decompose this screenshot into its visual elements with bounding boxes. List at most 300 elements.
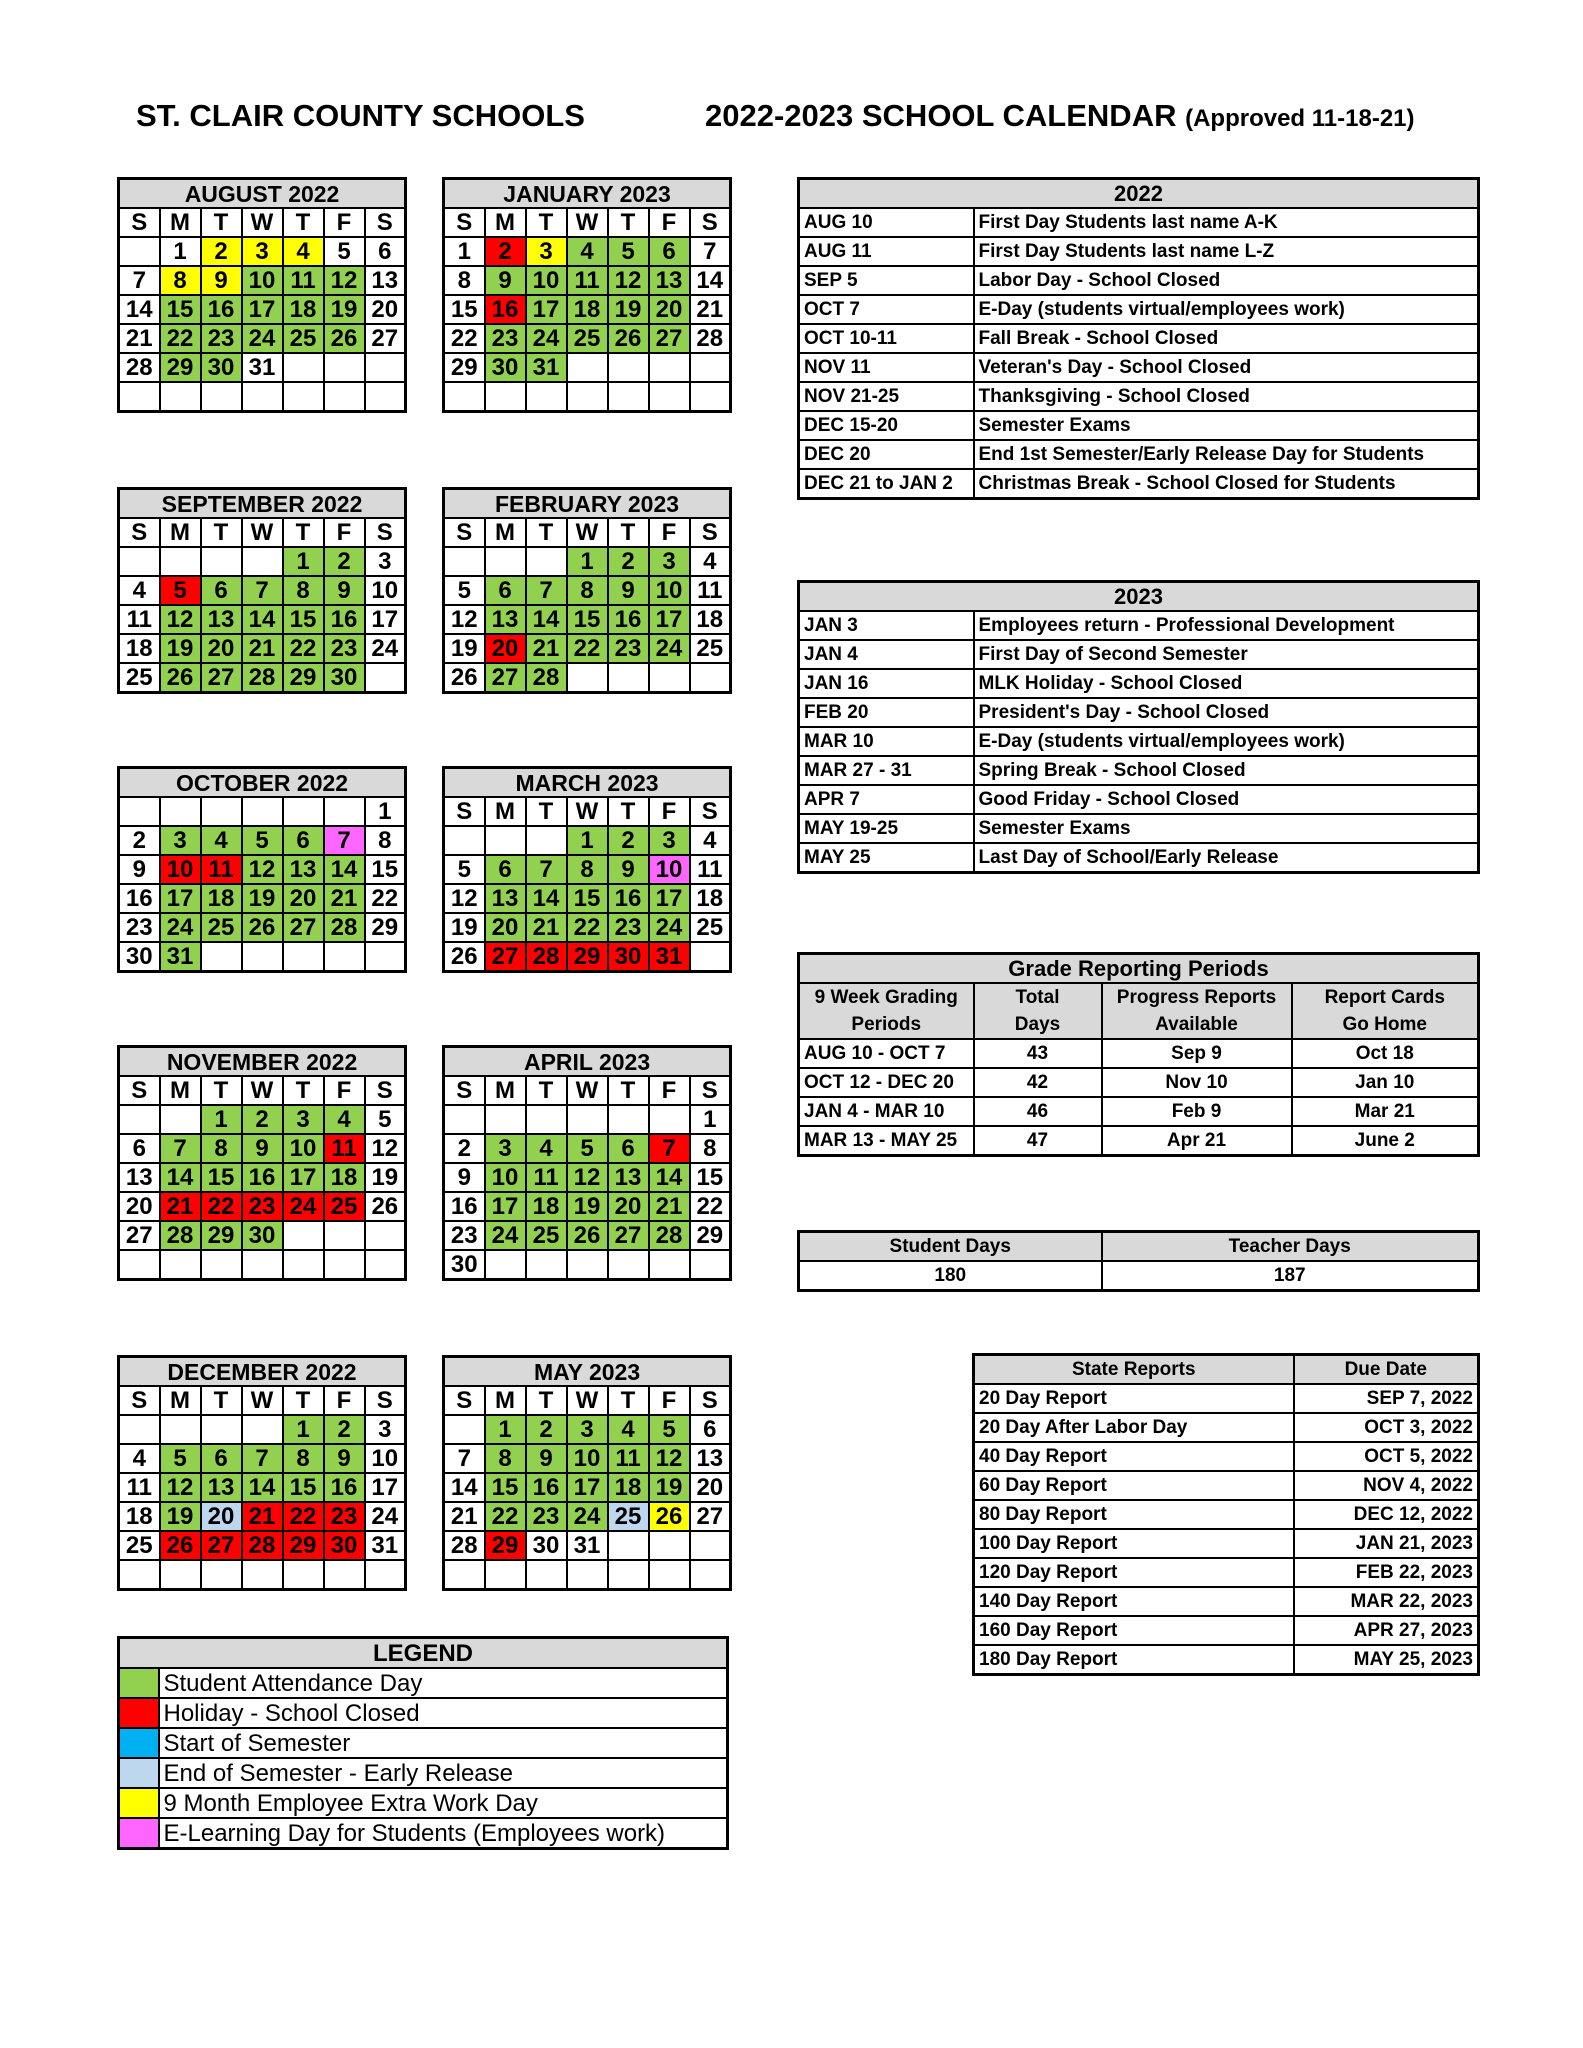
legend-swatch xyxy=(119,1668,159,1698)
calendar-day: 19 xyxy=(242,884,283,913)
calendar-day: 11 xyxy=(690,855,731,884)
calendar-day: 25 xyxy=(567,324,608,353)
calendar-empty-cell xyxy=(283,353,324,382)
calendar-day: 16 xyxy=(119,884,160,913)
calendar-day: 23 xyxy=(201,324,242,353)
weekday-header: S xyxy=(365,208,406,237)
calendar-empty-cell xyxy=(201,1560,242,1590)
calendar-empty-cell xyxy=(160,547,201,576)
calendar-day: 31 xyxy=(649,942,690,972)
calendar-empty-cell xyxy=(119,1415,160,1444)
event-date: OCT 10-11 xyxy=(799,324,974,353)
calendar-day: 21 xyxy=(649,1192,690,1221)
calendar-day: 20 xyxy=(485,634,526,663)
calendar-day: 28 xyxy=(649,1221,690,1250)
calendar-day: 1 xyxy=(444,237,485,266)
calendar-day: 5 xyxy=(608,237,649,266)
calendar-day: 30 xyxy=(485,353,526,382)
event-date: DEC 20 xyxy=(799,440,974,469)
event-date: DEC 21 to JAN 2 xyxy=(799,469,974,499)
month-title: MARCH 2023 xyxy=(444,768,731,798)
calendar-day: 15 xyxy=(567,884,608,913)
student-days-label: Student Days xyxy=(799,1232,1102,1262)
calendar-day: 13 xyxy=(119,1163,160,1192)
calendar-empty-cell xyxy=(649,1250,690,1280)
calendar-day: 20 xyxy=(608,1192,649,1221)
calendar-empty-cell xyxy=(365,1560,406,1590)
report-card-date: Mar 21 xyxy=(1292,1097,1479,1126)
calendar-day: 26 xyxy=(160,1531,201,1560)
calendar-empty-cell xyxy=(324,1560,365,1590)
calendar-day: 29 xyxy=(283,1531,324,1560)
calendar-day: 6 xyxy=(201,576,242,605)
events-2022-title: 2022 xyxy=(799,179,1479,209)
calendar-day: 15 xyxy=(283,1473,324,1502)
calendar-day: 27 xyxy=(485,942,526,972)
event-description: E-Day (students virtual/employees work) xyxy=(974,295,1479,324)
event-date: FEB 20 xyxy=(799,698,974,727)
calendar-day: 15 xyxy=(201,1163,242,1192)
report-due-date: NOV 4, 2022 xyxy=(1294,1471,1479,1500)
calendar-day: 15 xyxy=(567,605,608,634)
legend-table xyxy=(117,1636,729,1850)
calendar-empty-cell xyxy=(119,1560,160,1590)
calendar-empty-cell xyxy=(242,797,283,826)
calendar-day: 6 xyxy=(485,855,526,884)
calendar-day: 2 xyxy=(324,1415,365,1444)
weekday-header: W xyxy=(567,208,608,237)
student-days-value: 180 xyxy=(799,1261,1102,1291)
progress-report-date: Apr 21 xyxy=(1102,1126,1292,1156)
calendar-day: 23 xyxy=(444,1221,485,1250)
event-description: First Day Students last name L-Z xyxy=(974,237,1479,266)
calendar-day: 14 xyxy=(649,1163,690,1192)
calendar-empty-cell xyxy=(444,1105,485,1134)
calendar-day: 30 xyxy=(526,1531,567,1560)
calendar-day: 9 xyxy=(444,1163,485,1192)
calendar-day: 17 xyxy=(283,1163,324,1192)
state-reports-header: State Reports xyxy=(974,1355,1294,1385)
grading-period: JAN 4 - MAR 10 xyxy=(799,1097,974,1126)
calendar-day: 26 xyxy=(649,1502,690,1531)
days-table xyxy=(797,1230,1480,1292)
calendar-day: 30 xyxy=(242,1221,283,1250)
calendar-day: 12 xyxy=(324,266,365,295)
calendar-day: 24 xyxy=(283,1192,324,1221)
calendar-empty-cell xyxy=(283,382,324,412)
weekday-header: M xyxy=(485,208,526,237)
report-name: 80 Day Report xyxy=(974,1500,1294,1529)
calendar-day: 15 xyxy=(690,1163,731,1192)
calendar-day: 6 xyxy=(608,1134,649,1163)
calendar-day: 6 xyxy=(365,237,406,266)
report-due-date: MAR 22, 2023 xyxy=(1294,1587,1479,1616)
calendar-day: 29 xyxy=(283,663,324,693)
calendar-empty-cell xyxy=(690,382,731,412)
calendar-day: 13 xyxy=(649,266,690,295)
calendar-day: 3 xyxy=(526,237,567,266)
calendar-day: 22 xyxy=(567,913,608,942)
weekday-header: T xyxy=(608,797,649,826)
weekday-header: F xyxy=(649,1386,690,1415)
calendar-day: 31 xyxy=(365,1531,406,1560)
calendar-day: 5 xyxy=(242,826,283,855)
calendar-empty-cell xyxy=(242,382,283,412)
calendar-day: 9 xyxy=(324,1444,365,1473)
total-days: 43 xyxy=(974,1039,1102,1068)
calendar-empty-cell xyxy=(242,547,283,576)
calendar-empty-cell xyxy=(608,353,649,382)
report-card-date: Oct 18 xyxy=(1292,1039,1479,1068)
calendar-day: 12 xyxy=(160,605,201,634)
calendar-day: 24 xyxy=(649,913,690,942)
weekday-header: S xyxy=(444,1386,485,1415)
calendar-empty-cell xyxy=(242,1250,283,1280)
weekday-header: F xyxy=(649,208,690,237)
month-calendar xyxy=(117,487,407,694)
calendar-empty-cell xyxy=(608,663,649,693)
calendar-day: 2 xyxy=(242,1105,283,1134)
weekday-header: T xyxy=(201,208,242,237)
event-description: Thanksgiving - School Closed xyxy=(974,382,1479,411)
grading-column-header: Days xyxy=(974,1011,1102,1039)
calendar-empty-cell xyxy=(649,1531,690,1560)
grading-column-header: 9 Week Grading xyxy=(799,983,974,1011)
calendar-day: 29 xyxy=(567,942,608,972)
weekday-header: M xyxy=(485,1386,526,1415)
progress-report-date: Nov 10 xyxy=(1102,1068,1292,1097)
calendar-day: 4 xyxy=(567,237,608,266)
calendar-day: 10 xyxy=(649,855,690,884)
school-name: ST. CLAIR COUNTY SCHOOLS xyxy=(136,98,585,133)
calendar-day: 25 xyxy=(119,663,160,693)
calendar-day: 19 xyxy=(160,634,201,663)
calendar-day: 12 xyxy=(242,855,283,884)
calendar-day: 28 xyxy=(324,913,365,942)
calendar-day: 15 xyxy=(283,605,324,634)
grading-period: MAR 13 - MAY 25 xyxy=(799,1126,974,1156)
calendar-empty-cell xyxy=(608,382,649,412)
calendar-empty-cell xyxy=(242,942,283,972)
calendar-day: 9 xyxy=(526,1444,567,1473)
event-description: President's Day - School Closed xyxy=(974,698,1479,727)
calendar-day: 23 xyxy=(324,634,365,663)
calendar-day: 12 xyxy=(444,605,485,634)
month-calendar xyxy=(117,1045,407,1281)
calendar-empty-cell xyxy=(119,1250,160,1280)
calendar-empty-cell xyxy=(283,1250,324,1280)
legend-label: Student Attendance Day xyxy=(159,1668,728,1698)
calendar-day: 21 xyxy=(160,1192,201,1221)
calendar-empty-cell xyxy=(649,353,690,382)
calendar-empty-cell xyxy=(201,942,242,972)
calendar-day: 30 xyxy=(444,1250,485,1280)
calendar-day: 26 xyxy=(160,663,201,693)
calendar-day: 6 xyxy=(649,237,690,266)
grading-column-header: Go Home xyxy=(1292,1011,1479,1039)
calendar-empty-cell xyxy=(119,547,160,576)
grading-column-header: Progress Reports xyxy=(1102,983,1292,1011)
grading-period: OCT 12 - DEC 20 xyxy=(799,1068,974,1097)
calendar-empty-cell xyxy=(444,382,485,412)
calendar-day: 29 xyxy=(485,1531,526,1560)
weekday-header: T xyxy=(283,1386,324,1415)
calendar-empty-cell xyxy=(485,1105,526,1134)
calendar-day: 16 xyxy=(608,605,649,634)
weekday-header: F xyxy=(324,1076,365,1105)
calendar-empty-cell xyxy=(567,1105,608,1134)
calendar-day: 19 xyxy=(649,1473,690,1502)
event-description: Last Day of School/Early Release xyxy=(974,843,1479,873)
calendar-day: 1 xyxy=(690,1105,731,1134)
calendar-title-text: 2022-2023 SCHOOL CALENDAR xyxy=(705,98,1177,133)
events-2023-title: 2023 xyxy=(799,582,1479,612)
calendar-empty-cell xyxy=(526,1250,567,1280)
calendar-empty-cell xyxy=(690,942,731,972)
weekday-header: M xyxy=(160,208,201,237)
calendar-empty-cell xyxy=(119,237,160,266)
calendar-day: 28 xyxy=(444,1531,485,1560)
event-description: Fall Break - School Closed xyxy=(974,324,1479,353)
teacher-days-value: 187 xyxy=(1102,1261,1479,1291)
calendar-day: 3 xyxy=(365,547,406,576)
calendar-day: 30 xyxy=(119,942,160,972)
event-date: SEP 5 xyxy=(799,266,974,295)
calendar-day: 8 xyxy=(283,1444,324,1473)
calendar-day: 2 xyxy=(444,1134,485,1163)
calendar-day: 16 xyxy=(444,1192,485,1221)
calendar-day: 31 xyxy=(242,353,283,382)
calendar-day: 18 xyxy=(201,884,242,913)
calendar-day: 27 xyxy=(201,663,242,693)
calendar-day: 4 xyxy=(690,826,731,855)
calendar-day: 17 xyxy=(485,1192,526,1221)
report-name: 100 Day Report xyxy=(974,1529,1294,1558)
calendar-empty-cell xyxy=(160,1560,201,1590)
calendar-day: 9 xyxy=(201,266,242,295)
report-due-date: APR 27, 2023 xyxy=(1294,1616,1479,1645)
calendar-day: 2 xyxy=(201,237,242,266)
calendar-day: 13 xyxy=(485,884,526,913)
weekday-header: W xyxy=(567,1386,608,1415)
month-calendar xyxy=(442,1045,732,1281)
legend-swatch xyxy=(119,1728,159,1758)
calendar-day: 6 xyxy=(119,1134,160,1163)
report-due-date: MAY 25, 2023 xyxy=(1294,1645,1479,1675)
calendar-day: 19 xyxy=(444,913,485,942)
calendar-empty-cell xyxy=(119,1105,160,1134)
calendar-day: 13 xyxy=(283,855,324,884)
event-description: Veteran's Day - School Closed xyxy=(974,353,1479,382)
calendar-day: 30 xyxy=(608,942,649,972)
weekday-header: W xyxy=(567,518,608,547)
calendar-day: 25 xyxy=(201,913,242,942)
calendar-day: 22 xyxy=(690,1192,731,1221)
calendar-day: 18 xyxy=(690,605,731,634)
event-date: MAY 25 xyxy=(799,843,974,873)
calendar-day: 11 xyxy=(324,1134,365,1163)
weekday-header: S xyxy=(690,1076,731,1105)
calendar-empty-cell xyxy=(324,382,365,412)
calendar-day: 7 xyxy=(444,1444,485,1473)
calendar-day: 20 xyxy=(649,295,690,324)
weekday-header: W xyxy=(567,1076,608,1105)
report-due-date: DEC 12, 2022 xyxy=(1294,1500,1479,1529)
calendar-day: 11 xyxy=(690,576,731,605)
calendar-day: 25 xyxy=(690,634,731,663)
calendar-day: 23 xyxy=(526,1502,567,1531)
calendar-day: 18 xyxy=(119,1502,160,1531)
calendar-day: 11 xyxy=(119,605,160,634)
weekday-header: F xyxy=(324,518,365,547)
calendar-day: 9 xyxy=(242,1134,283,1163)
report-due-date: OCT 3, 2022 xyxy=(1294,1413,1479,1442)
calendar-empty-cell xyxy=(567,663,608,693)
event-description: Good Friday - School Closed xyxy=(974,785,1479,814)
state-reports-table xyxy=(972,1353,1480,1676)
calendar-day: 22 xyxy=(567,634,608,663)
calendar-day: 26 xyxy=(324,324,365,353)
weekday-header: T xyxy=(608,1076,649,1105)
weekday-header: S xyxy=(690,797,731,826)
due-date-header: Due Date xyxy=(1294,1355,1479,1385)
calendar-day: 25 xyxy=(283,324,324,353)
event-date: MAR 10 xyxy=(799,727,974,756)
calendar-empty-cell xyxy=(526,547,567,576)
calendar-day: 15 xyxy=(365,855,406,884)
calendar-day: 20 xyxy=(485,913,526,942)
calendar-day: 20 xyxy=(201,1502,242,1531)
calendar-day: 3 xyxy=(649,826,690,855)
weekday-header: W xyxy=(567,797,608,826)
calendar-empty-cell xyxy=(608,1560,649,1590)
weekday-header: F xyxy=(324,1386,365,1415)
grading-column-header: Report Cards xyxy=(1292,983,1479,1011)
report-name: 180 Day Report xyxy=(974,1645,1294,1675)
weekday-header: S xyxy=(119,518,160,547)
event-description: Spring Break - School Closed xyxy=(974,756,1479,785)
calendar-day: 31 xyxy=(160,942,201,972)
calendar-empty-cell xyxy=(485,547,526,576)
calendar-day: 8 xyxy=(160,266,201,295)
calendar-day: 14 xyxy=(242,1473,283,1502)
report-name: 40 Day Report xyxy=(974,1442,1294,1471)
calendar-empty-cell xyxy=(608,1531,649,1560)
month-title: NOVEMBER 2022 xyxy=(119,1047,406,1077)
weekday-header: M xyxy=(485,518,526,547)
calendar-day: 7 xyxy=(649,1134,690,1163)
calendar-day: 12 xyxy=(160,1473,201,1502)
calendar-day: 25 xyxy=(608,1502,649,1531)
calendar-day: 1 xyxy=(283,1415,324,1444)
report-name: 160 Day Report xyxy=(974,1616,1294,1645)
calendar-empty-cell xyxy=(201,797,242,826)
weekday-header: W xyxy=(242,518,283,547)
calendar-day: 10 xyxy=(365,1444,406,1473)
calendar-day: 13 xyxy=(201,1473,242,1502)
calendar-day: 2 xyxy=(485,237,526,266)
calendar-empty-cell xyxy=(485,826,526,855)
month-title: AUGUST 2022 xyxy=(119,179,406,209)
calendar-day: 19 xyxy=(160,1502,201,1531)
weekday-header: M xyxy=(160,1076,201,1105)
calendar-day: 23 xyxy=(485,324,526,353)
calendar-day: 17 xyxy=(365,1473,406,1502)
calendar-day: 29 xyxy=(201,1221,242,1250)
calendar-empty-cell xyxy=(526,1105,567,1134)
weekday-header: S xyxy=(365,1076,406,1105)
event-description: E-Day (students virtual/employees work) xyxy=(974,727,1479,756)
calendar-day: 20 xyxy=(201,634,242,663)
calendar-day: 18 xyxy=(119,634,160,663)
calendar-day: 27 xyxy=(283,913,324,942)
weekday-header: W xyxy=(242,1386,283,1415)
calendar-day: 26 xyxy=(567,1221,608,1250)
calendar-day: 2 xyxy=(608,547,649,576)
calendar-day: 8 xyxy=(283,576,324,605)
calendar-day: 7 xyxy=(242,1444,283,1473)
legend-swatch xyxy=(119,1818,159,1849)
calendar-day: 27 xyxy=(690,1502,731,1531)
calendar-day: 25 xyxy=(119,1531,160,1560)
month-calendar xyxy=(442,177,732,413)
calendar-day: 26 xyxy=(444,663,485,693)
calendar-day: 24 xyxy=(365,1502,406,1531)
calendar-day: 15 xyxy=(160,295,201,324)
calendar-day: 21 xyxy=(242,1502,283,1531)
calendar-day: 16 xyxy=(201,295,242,324)
calendar-day: 21 xyxy=(242,634,283,663)
calendar-day: 1 xyxy=(485,1415,526,1444)
calendar-day: 7 xyxy=(690,237,731,266)
calendar-empty-cell xyxy=(567,1560,608,1590)
event-date: JAN 4 xyxy=(799,640,974,669)
weekday-header: S xyxy=(444,1076,485,1105)
calendar-day: 10 xyxy=(526,266,567,295)
calendar-day: 7 xyxy=(324,826,365,855)
event-date: AUG 10 xyxy=(799,208,974,237)
calendar-empty-cell xyxy=(608,1250,649,1280)
calendar-day: 21 xyxy=(526,913,567,942)
calendar-day: 4 xyxy=(324,1105,365,1134)
calendar-empty-cell xyxy=(201,547,242,576)
weekday-header: S xyxy=(119,208,160,237)
calendar-day: 2 xyxy=(526,1415,567,1444)
calendar-day: 21 xyxy=(119,324,160,353)
calendar-empty-cell xyxy=(160,797,201,826)
month-calendar xyxy=(117,1355,407,1591)
calendar-day: 1 xyxy=(567,547,608,576)
calendar-day: 18 xyxy=(283,295,324,324)
calendar-empty-cell xyxy=(119,382,160,412)
calendar-day: 10 xyxy=(567,1444,608,1473)
calendar-day: 17 xyxy=(649,605,690,634)
event-description: MLK Holiday - School Closed xyxy=(974,669,1479,698)
calendar-empty-cell xyxy=(649,1105,690,1134)
weekday-header: T xyxy=(526,797,567,826)
calendar-empty-cell xyxy=(649,1560,690,1590)
calendar-day: 7 xyxy=(119,266,160,295)
calendar-day: 27 xyxy=(649,324,690,353)
calendar-day: 29 xyxy=(365,913,406,942)
calendar-day: 25 xyxy=(324,1192,365,1221)
calendar-day: 28 xyxy=(160,1221,201,1250)
calendar-day: 13 xyxy=(608,1163,649,1192)
calendar-empty-cell xyxy=(283,797,324,826)
weekday-header: S xyxy=(690,208,731,237)
calendar-day: 16 xyxy=(242,1163,283,1192)
calendar-day: 22 xyxy=(201,1192,242,1221)
